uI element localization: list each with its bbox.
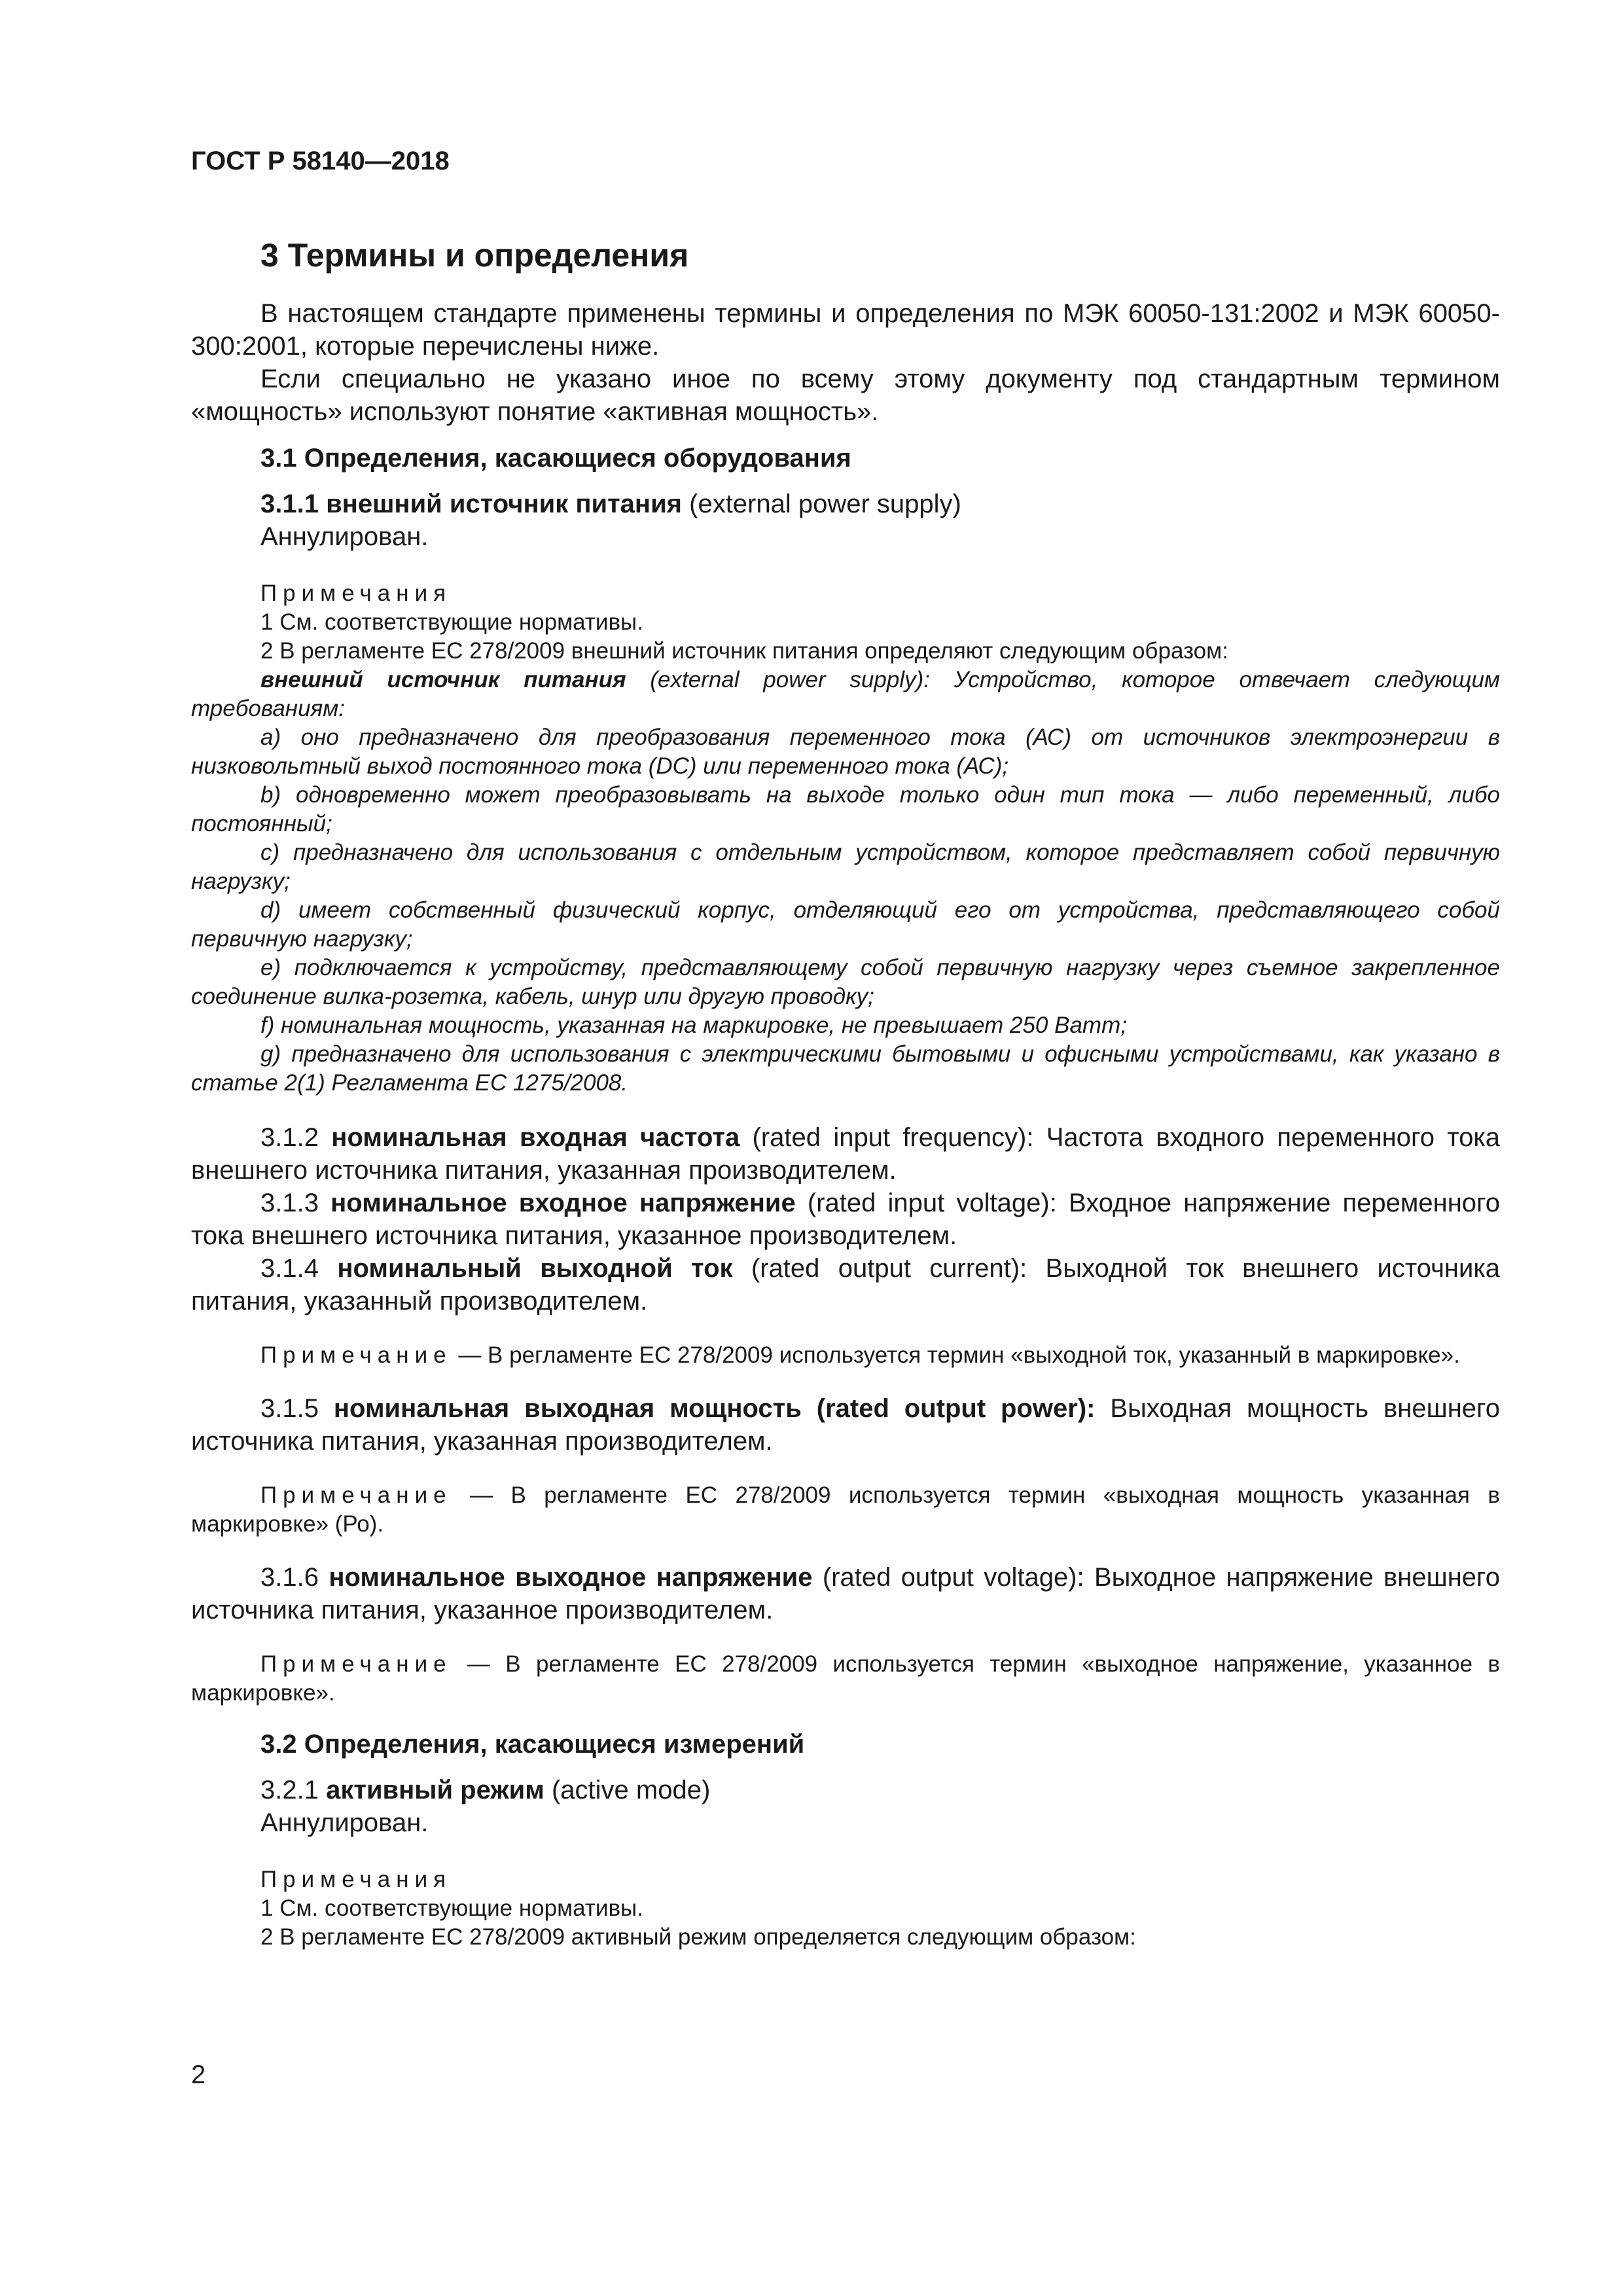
- term-status: Аннулирован.: [260, 1808, 429, 1837]
- term-3-2-1: [191, 1774, 1500, 1839]
- note-3-1-5: Примечание — В регламенте ЕС 278/2009 используется термин «выходная мощность указанная в маркировке» (Ро).: [191, 1482, 1500, 1537]
- term-number: 3.2.1: [260, 1775, 319, 1804]
- section-3-1-title: 3.1 Определения, касающиеся оборудования: [260, 443, 851, 473]
- term-name: активный режим: [326, 1775, 544, 1804]
- note-2: 2 В регламенте ЕС 278/2009 внешний источник питания определяют следующим образом:: [260, 637, 1228, 664]
- term-name: номинальный выходной ток: [337, 1253, 733, 1283]
- note-2: 2 В регламенте ЕС 278/2009 активный режим определяется следующим образом:: [260, 1924, 1136, 1950]
- page-content: [191, 237, 1500, 1952]
- term-name: номинальная выходная мощность (rated output power):: [333, 1393, 1096, 1423]
- list-item-e: e) подключается к устройству, представляющему собой первичную нагрузку через съемное закрепленное соединение вилка-розетка, кабель, шнур или другую проводку;: [191, 954, 1500, 1009]
- intro-paragraph-1: В настоящем стандарте применены термины и определения по МЭК 60050-131:2002 и МЭК 60050-300:2001, которые перечислены ниже.: [191, 298, 1500, 361]
- list-item-a: a) оно предназначено для преобразования переменного тока (АС) от источников электроэнергии в низковольтный выход постоянного тока (DC) или переменного тока (АС);: [191, 724, 1500, 779]
- term-3-1-6: 3.1.6 номинальное выходное напряжение (rated output voltage): Выходное напряжение внешнего источника питания, указанное производителем.: [191, 1562, 1500, 1624]
- term-name: номинальное выходное напряжение: [329, 1562, 813, 1592]
- notes-heading: Примечания: [260, 1866, 452, 1892]
- list-item-c: c) предназначено для использования с отдельным устройством, которое представляет собой первичную нагрузку;: [191, 839, 1500, 894]
- note-label: Примечание: [260, 1342, 452, 1368]
- definition-term: внешний источник питания: [260, 666, 626, 692]
- note-label: Примечание: [260, 1482, 452, 1508]
- page-number: 2: [191, 2060, 206, 2089]
- section-3-2-title: 3.2 Определения, касающиеся измерений: [260, 1729, 805, 1759]
- note-label: Примечание: [260, 1651, 452, 1677]
- list-item-f: f) номинальная мощность, указанная на маркировке, не превышает 250 Ватт;: [260, 1012, 1127, 1038]
- term-english: (external power supply): [689, 489, 961, 518]
- term-status: Аннулирован.: [260, 522, 429, 551]
- term-name: номинальное входное напряжение: [330, 1188, 796, 1217]
- note-3-1-6: Примечание — В регламенте ЕС 278/2009 используется термин «выходное напряжение, указанное в маркировке».: [191, 1651, 1500, 1706]
- section-3-title: 3 Термины и определения: [260, 237, 689, 274]
- term-3-1-2: 3.1.2 номинальная входная частота (rated input frequency): Частота входного переменного тока внешнего источника питания, указанная производителем.: [191, 1122, 1500, 1185]
- term-3-1-5: 3.1.5 номинальная выходная мощность (rated output power): Выходная мощность внешнего источника питания, указанная производителем.: [191, 1393, 1500, 1456]
- term-3-1-3: 3.1.3 номинальное входное напряжение (rated input voltage): Входное напряжение переменного тока внешнего источника питания, указанное производителем.: [191, 1188, 1500, 1250]
- term-name: внешний источник питания: [326, 489, 682, 518]
- term-3-1-4: 3.1.4 номинальный выходной ток (rated output current): Выходной ток внешнего источника питания, указанный производителем.: [191, 1253, 1500, 1316]
- list-item-d: d) имеет собственный физический корпус, отделяющий его от устройства, представляющего собой первичную нагрузку;: [191, 897, 1500, 952]
- term-name: номинальная входная частота: [331, 1122, 740, 1152]
- list-item-g: g) предназначено для использования с электрическими бытовыми и офисными устройствами, как указано в статье 2(1) Регламента ЕС 1275/2008.: [191, 1041, 1500, 1096]
- term-3-1-1: [191, 488, 1500, 553]
- note-1: 1 См. соответствующие нормативы.: [260, 1895, 643, 1921]
- notes-heading: Примечания: [260, 580, 452, 606]
- list-item-b: b) одновременно может преобразовывать на выходе только один тип тока — либо переменный, либо постоянный;: [191, 781, 1500, 836]
- doc-code-header: ГОСТ Р 58140—2018: [191, 147, 450, 175]
- term-english: (active mode): [551, 1775, 711, 1804]
- term-number: 3.1.1: [260, 489, 319, 518]
- note-1: 1 См. соответствующие нормативы.: [260, 609, 643, 635]
- definition-rest: (external power supply): Устройство, которое отвечает следующим требованиям:: [191, 666, 1500, 721]
- note-3-1-4: Примечание — В регламенте ЕС 278/2009 используется термин «выходной ток, указанный в маркировке».: [260, 1342, 1460, 1368]
- definition-line: [191, 666, 1500, 723]
- intro-paragraph-2: Если специально не указано иное по всему этому документу под стандартным термином «мощность» используют понятие «активная мощность».: [191, 364, 1500, 426]
